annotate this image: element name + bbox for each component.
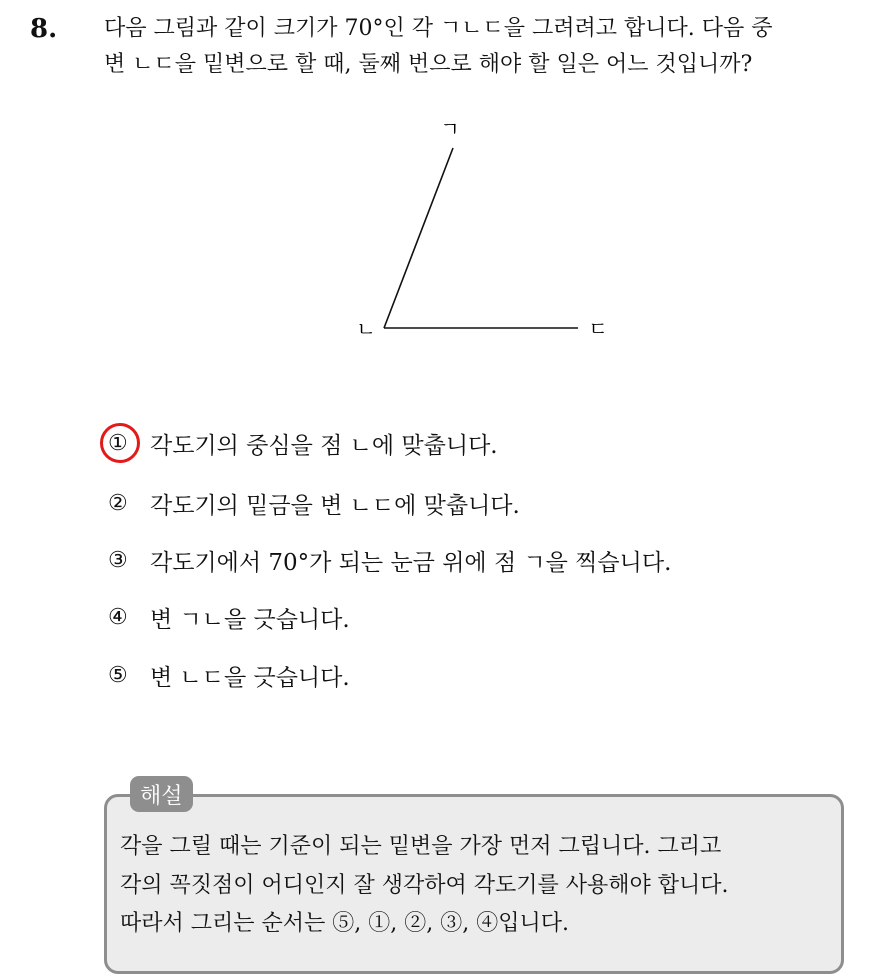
explanation-tag: 해설 (130, 776, 193, 812)
option-text: 각도기의 밑금을 변 ㄴㄷ에 맞춥니다. (150, 492, 520, 519)
question-number: 8. (30, 14, 58, 44)
option-4[interactable] (108, 597, 350, 637)
option-3[interactable] (108, 540, 671, 580)
option-text: 각도기의 중심을 점 ㄴ에 맞춥니다. (150, 432, 498, 459)
question-text-line-2: 변 ㄴㄷ을 밑변으로 할 때, 둘째 번으로 해야 할 일은 어느 것입니까? (104, 52, 753, 77)
option-number: ⑤ (108, 662, 128, 688)
explanation-line-1: 각을 그릴 때는 기준이 되는 밑변을 가장 먼저 그립니다. 그리고 (120, 834, 722, 859)
angle-figure (340, 110, 640, 350)
option-text: 변 ㄱㄴ을 긋습니다. (150, 606, 350, 633)
option-number: ① (108, 430, 128, 456)
option-1[interactable] (108, 423, 498, 463)
option-number: ③ (108, 547, 128, 573)
explanation-line-3: 따라서 그리는 순서는 ⑤, ①, ②, ③, ④입니다. (120, 911, 569, 936)
question-text-line-1: 다음 그림과 같이 크기가 70°인 각 ㄱㄴㄷ을 그려려고 합니다. 다음 중 (104, 16, 773, 41)
option-number: ④ (108, 604, 128, 630)
explanation-line-2: 각의 꼭짓점이 어디인지 잘 생각하여 각도기를 사용해야 합니다. (120, 873, 729, 898)
option-2[interactable] (108, 483, 520, 523)
option-5[interactable] (108, 655, 350, 695)
option-text: 변 ㄴㄷ을 긋습니다. (150, 664, 350, 691)
option-text: 각도기에서 70°가 되는 눈금 위에 점 ㄱ을 찍습니다. (150, 549, 672, 576)
side-giyeok-nieun (384, 148, 453, 328)
vertex-label-top: ㄱ (440, 117, 460, 141)
vertex-label-right: ㄷ (588, 317, 608, 341)
vertex-label-left: ㄴ (356, 317, 376, 341)
option-number: ② (108, 490, 128, 516)
